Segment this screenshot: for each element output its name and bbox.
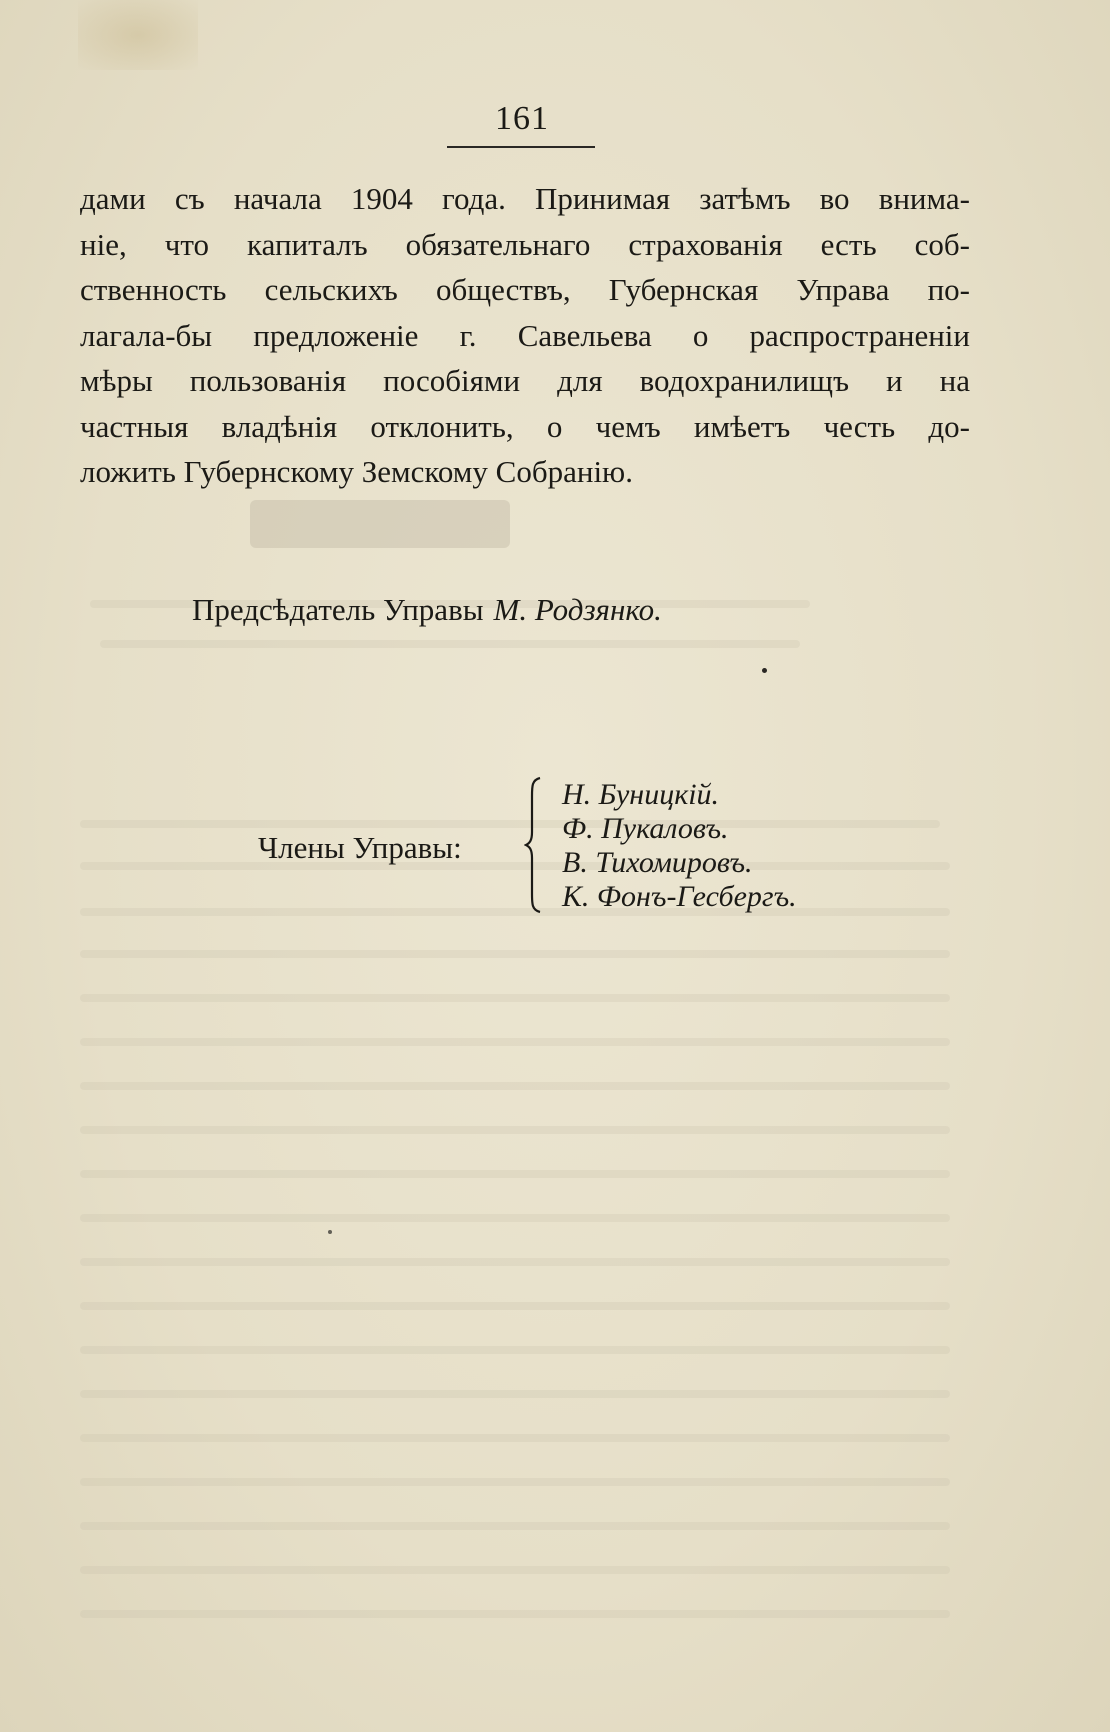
text-line: ственность сельскихъ обществъ, Губернская Управа по-	[80, 272, 970, 307]
text-line: лагала-бы предложеніе г. Савельева о распространеніи	[80, 317, 970, 353]
member-name: К. Фонъ-Гесбергъ.	[562, 880, 797, 913]
text-line: ніе, что капиталъ обязательнаго страхованія есть соб-	[80, 226, 970, 262]
chairman-name: М. Родзянко.	[493, 592, 662, 627]
page-number: 161	[495, 100, 549, 137]
ink-speck	[328, 1230, 332, 1234]
members-label: Члены Управы:	[258, 830, 462, 865]
text-line: мѣры пользованія пособіями для водохранилищъ и на	[80, 363, 970, 398]
text-line: частныя владѣнія отклонить, о чемъ имѣетъ честь до-	[80, 408, 970, 444]
page-number-rule	[447, 146, 595, 148]
chairman-title: Предсѣдатель Управы	[192, 592, 484, 627]
member-name: В. Тихомировъ.	[562, 846, 753, 879]
member-name: Ф. Пукаловъ.	[562, 812, 729, 845]
member-name: Н. Буницкій.	[562, 778, 720, 811]
chairman-signature	[192, 592, 662, 628]
curly-brace-icon	[524, 776, 546, 914]
ink-speck	[762, 668, 767, 673]
text-line: дами съ начала 1904 года. Принимая затѣмъ во внима-	[80, 181, 970, 216]
members-list	[562, 778, 797, 914]
paper-stain	[78, 0, 198, 70]
text-line: ложить Губернскому Земскому Собранію.	[80, 454, 633, 489]
body-paragraph	[80, 176, 970, 495]
